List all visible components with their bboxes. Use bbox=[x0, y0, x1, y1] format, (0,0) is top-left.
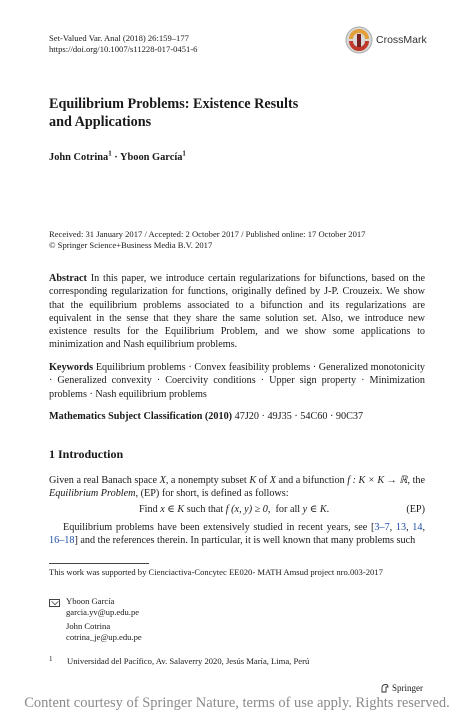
author-separator: · bbox=[111, 152, 120, 163]
contact-name: John Cotrina bbox=[66, 621, 111, 631]
paper-title bbox=[49, 96, 379, 131]
text-run: for all bbox=[270, 504, 303, 515]
citation-link[interactable]: 16–18 bbox=[49, 535, 75, 547]
text-run: , bbox=[406, 522, 413, 533]
text-run: of bbox=[256, 475, 270, 486]
text-run: Given a real Banach space bbox=[49, 475, 160, 486]
keywords bbox=[49, 361, 425, 401]
intro-paragraph-2 bbox=[49, 521, 425, 548]
contact-entry bbox=[66, 596, 139, 618]
crossmark-icon bbox=[345, 26, 373, 54]
crossmark-label: CrossMark bbox=[376, 34, 427, 46]
copyright-notice: © Springer Science+Business Media B.V. 2017 bbox=[49, 240, 213, 250]
funding-footnote: This work was supported by Cienciactiva-Concytec EE020- MATH Amsud project nro.003-2017 bbox=[49, 567, 383, 577]
text-run: , the bbox=[407, 475, 426, 486]
citation-link[interactable]: 3–7 bbox=[374, 522, 390, 533]
msc-codes: 47J20 · 49J35 · 54C60 · 90C37 bbox=[234, 411, 364, 422]
keywords-text: Equilibrium problems · Convex feasibility problems · Generalized monotonicity · Generalized convexity · Coercivity conditions · Upper sign property · Minimization problems · Nash equilibrium problems bbox=[49, 362, 425, 400]
journal-citation: Set-Valued Var. Anal (2018) 26:159–177 bbox=[49, 33, 189, 43]
abstract bbox=[49, 272, 425, 352]
section-heading: 1 Introduction bbox=[49, 447, 124, 461]
abstract-text: In this paper, we introduce certain regularizations for bifunctions, based on the corresponding regularization for functions, originally defined by J-P. Crouzeix. We show that the equilibrium problems associated to a bifunction and its regularizations are equivalent in the sense that they share the same solution set. Also, we introduce new existence results for the Equilibrium Problem, and we show some applications to minimization and Nash equilibrium problems. bbox=[49, 273, 425, 351]
math-expression: y ∈ K bbox=[302, 504, 327, 515]
author-affiliation-mark: 1 bbox=[108, 149, 112, 158]
msc-label: Mathematics Subject Classification (2010) bbox=[49, 411, 233, 422]
text-run: . bbox=[326, 504, 330, 515]
affiliation-text: Universidad del Pacífico, Av. Salaverry 2020, Jesús María, Lima, Perú bbox=[67, 656, 310, 666]
contact-email[interactable]: cotrina_je@up.edu.pe bbox=[66, 632, 142, 642]
contact-entry bbox=[66, 621, 142, 643]
math-expression: x ∈ K bbox=[160, 504, 185, 515]
text-run: Find bbox=[139, 504, 161, 515]
courtesy-notice: Content courtesy of Springer Nature, terms of use apply. Rights reserved. bbox=[24, 695, 450, 711]
crossmark-badge[interactable] bbox=[345, 25, 455, 55]
keywords-label: Keywords bbox=[49, 362, 94, 373]
text-run: such that bbox=[184, 504, 226, 515]
math-symbol: K bbox=[249, 475, 257, 486]
text-run: , bbox=[422, 522, 426, 533]
text-run: , (EP) for short, is defined as follows: bbox=[135, 488, 289, 500]
math-symbol: X bbox=[269, 475, 276, 486]
publisher-logo bbox=[380, 683, 423, 693]
math-expression: f (x, y) ≥ 0, bbox=[225, 504, 271, 515]
contact-email[interactable]: garcia.yv@up.edu.pe bbox=[66, 607, 140, 617]
footnote-divider bbox=[49, 563, 149, 564]
math-expression: f : K × K → ℝ bbox=[347, 475, 408, 486]
journal-header bbox=[49, 33, 309, 55]
text-run: , a nonempty subset bbox=[165, 475, 250, 486]
publisher-name: Springer bbox=[392, 683, 423, 693]
citation-link[interactable]: 14 bbox=[412, 522, 423, 533]
equation-label: (EP) bbox=[406, 504, 425, 515]
contact-name: Yboon García bbox=[66, 596, 115, 606]
equation-body bbox=[139, 503, 329, 516]
emphasis: Equilibrium Problem bbox=[49, 488, 136, 500]
math-symbol: X bbox=[159, 475, 166, 486]
citation-link[interactable]: 13 bbox=[395, 522, 407, 533]
text-run: Equilibrium problems have been extensively studied in recent years, see [ bbox=[63, 522, 375, 533]
affiliation-number: 1 bbox=[49, 655, 53, 663]
abstract-label: Abstract bbox=[49, 273, 87, 284]
author-list bbox=[49, 149, 186, 163]
title-line-1: Equilibrium Problems: Existence Results bbox=[49, 96, 299, 112]
envelope-icon bbox=[49, 599, 60, 607]
springer-horse-icon bbox=[380, 683, 390, 693]
publication-dates: Received: 31 January 2017 / Accepted: 2 October 2017 / Published online: 17 October 2017 bbox=[49, 229, 366, 239]
text-run: , bbox=[389, 522, 396, 533]
text-run: ] and the references therein. In particular, it is well known that many problems such bbox=[74, 535, 416, 547]
intro-paragraph-1 bbox=[49, 474, 425, 501]
doi-link[interactable]: https://doi.org/10.1007/s11228-017-0451-6 bbox=[49, 44, 198, 54]
title-line-2: and Applications bbox=[49, 113, 152, 130]
author-name[interactable]: Yboon García bbox=[119, 152, 183, 163]
author-name[interactable]: John Cotrina bbox=[49, 152, 109, 163]
text-run: and a bifunction bbox=[275, 475, 348, 486]
msc-classification bbox=[49, 410, 425, 423]
author-affiliation-mark: 1 bbox=[182, 149, 186, 158]
